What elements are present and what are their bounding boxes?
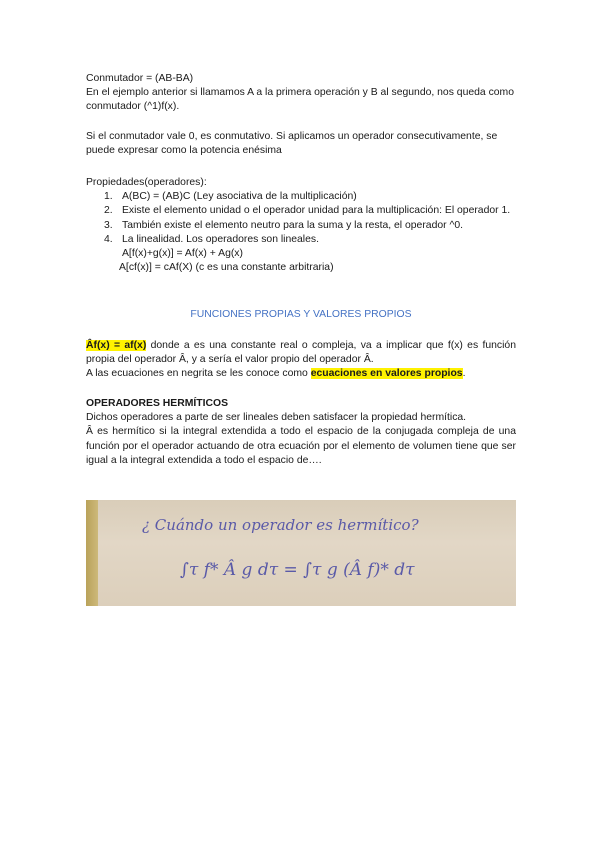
list-item: [86, 233, 516, 247]
hermitian-intro: Dichos operadores a parte de ser lineales deben satisfacer la propiedad hermítica.: [86, 412, 467, 424]
list-item-text: También existe el elemento neutro para la suma y la resta, el operador ^0.: [122, 219, 464, 231]
commutator-explanation: En el ejemplo anterior si llamamos A a la primera operación y B al segundo, nos queda como conmutador (^1)f(x).: [86, 87, 514, 113]
list-item-text: La linealidad. Los operadores son lineales.: [122, 233, 319, 245]
eigen-note: [86, 367, 516, 381]
eigen-note-suffix: .: [462, 368, 466, 380]
list-item: [86, 219, 516, 233]
commutator-definition: Conmutador = (AB-BA): [86, 73, 194, 84]
list-number: 2.: [104, 205, 113, 217]
properties-section: [86, 176, 516, 275]
eigen-paragraph: [86, 339, 516, 382]
list-number: 3.: [104, 219, 113, 231]
commutative-text: Si el conmutador vale 0, es conmutativo. Si aplicamos un operador consecutivamente, se puede expresar como la potencia enésima: [86, 131, 498, 157]
properties-list: [86, 190, 516, 247]
section-heading-eigen: FUNCIONES PROPIAS Y VALORES PROPIOS: [190, 309, 412, 320]
list-number: 1.: [104, 191, 113, 203]
handwritten-question: ¿ Cuándo un operador es hermítico?: [142, 516, 419, 534]
handwriting-svg: [86, 500, 516, 606]
linearity-formula-2: A[cf(x)] = cAf(X) (c es una constante arbitraria): [119, 262, 334, 274]
commutative-paragraph: [86, 130, 516, 158]
list-item-text: Existe el elemento unidad o el operador unidad para la multiplicación: El operador 1.: [122, 205, 511, 217]
eigen-note-prefix: A las ecuaciones en negrita se les conoce como: [86, 368, 311, 380]
hermitian-definition: Â es hermítico si la integral extendida a todo el espacio de la conjugada compleja de una función por el operador actuando de otra ecuación por el elemento de volumen tiene que ser igual a la integral extendida a todo el espacio de….: [86, 426, 516, 466]
hermitian-title: OPERADORES HERMÍTICOS: [86, 398, 229, 409]
handwritten-equation: ∫τ f* Â g dτ = ∫τ g (Â f)* dτ: [180, 560, 415, 580]
list-item: [86, 190, 516, 204]
list-number: 4.: [104, 233, 113, 245]
eigen-note-highlight: ecuaciones en valores propios: [310, 368, 463, 380]
eigen-description: donde a es una constante real o compleja, va a implicar que f(x) es función propia del operador Â, y a sería el valor propio del operador Â.: [86, 340, 516, 366]
commutator-section: [86, 72, 516, 115]
eigen-text: [86, 339, 516, 367]
hermitian-section: [86, 397, 516, 468]
eigen-equation-highlight: Âf(x) = af(x): [86, 340, 147, 351]
list-item: [86, 204, 516, 218]
properties-title: Propiedades(operadores):: [86, 177, 207, 188]
list-item-text: A(BC) = (AB)C (Ley asociativa de la multiplicación): [122, 191, 357, 203]
handwritten-photo: [86, 500, 516, 606]
linearity-formula-1: A[f(x)+g(x)] = Af(x) + Ag(x): [122, 248, 243, 260]
